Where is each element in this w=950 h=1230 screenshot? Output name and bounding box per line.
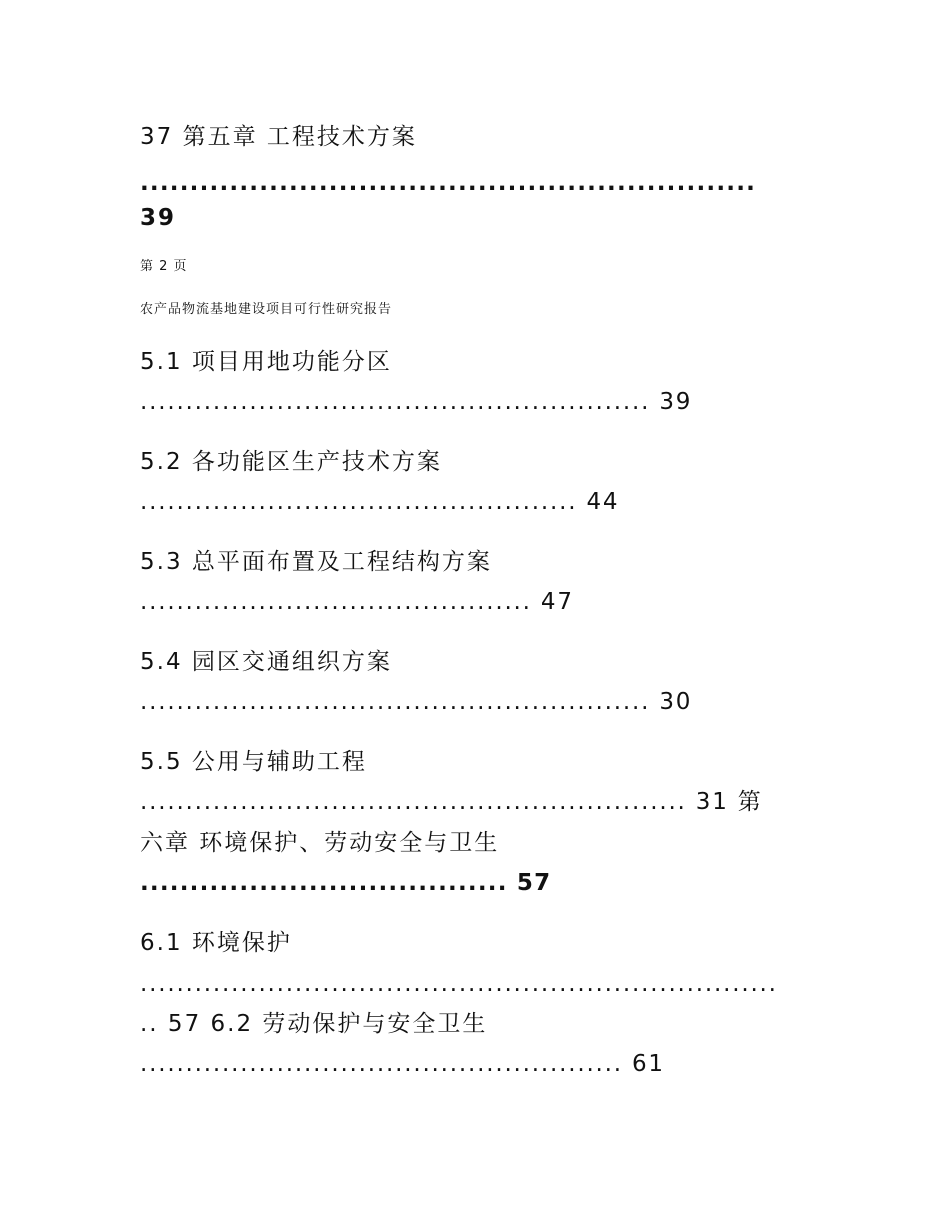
page-footer-number: 第 2 页	[140, 259, 188, 274]
toc-entry-chapter-6: 六章 环境保护、劳动安全与卫生	[140, 830, 500, 856]
toc-leader-5-4: ........................................................ 30	[140, 689, 693, 715]
toc-leader-5-5: ............................................................ 31 第	[140, 789, 763, 815]
toc-entry-5-4: 5.4 园区交通组织方案	[140, 649, 392, 675]
toc-entry-5-1: 5.1 项目用地功能分区	[140, 349, 392, 375]
toc-leader-6-2: ..................................................... 61	[140, 1051, 665, 1077]
toc-leader-chapter-6: ..................................... 57	[140, 870, 552, 896]
toc-leader-6-1: ......................................................................	[140, 971, 778, 997]
toc-leader-5-2: ................................................ 44	[140, 489, 620, 515]
toc-entry-chapter-5: 37 第五章 工程技术方案	[140, 124, 417, 150]
page-header-title: 农产品物流基地建设项目可行性研究报告	[140, 302, 393, 317]
toc-entry-5-5: 5.5 公用与辅助工程	[140, 749, 367, 775]
toc-entry-5-2: 5.2 各功能区生产技术方案	[140, 449, 442, 475]
toc-leader-dots: ..............................................................	[140, 170, 757, 196]
toc-leader-5-1: ........................................................ 39	[140, 389, 693, 415]
toc-page-number: 39	[140, 205, 177, 231]
toc-entry-5-3: 5.3 总平面布置及工程结构方案	[140, 549, 492, 575]
toc-leader-5-3: ........................................... 47	[140, 589, 574, 615]
toc-entry-6-2: .. 57 6.2 劳动保护与安全卫生	[140, 1011, 488, 1037]
toc-entry-6-1: 6.1 环境保护	[140, 930, 292, 956]
